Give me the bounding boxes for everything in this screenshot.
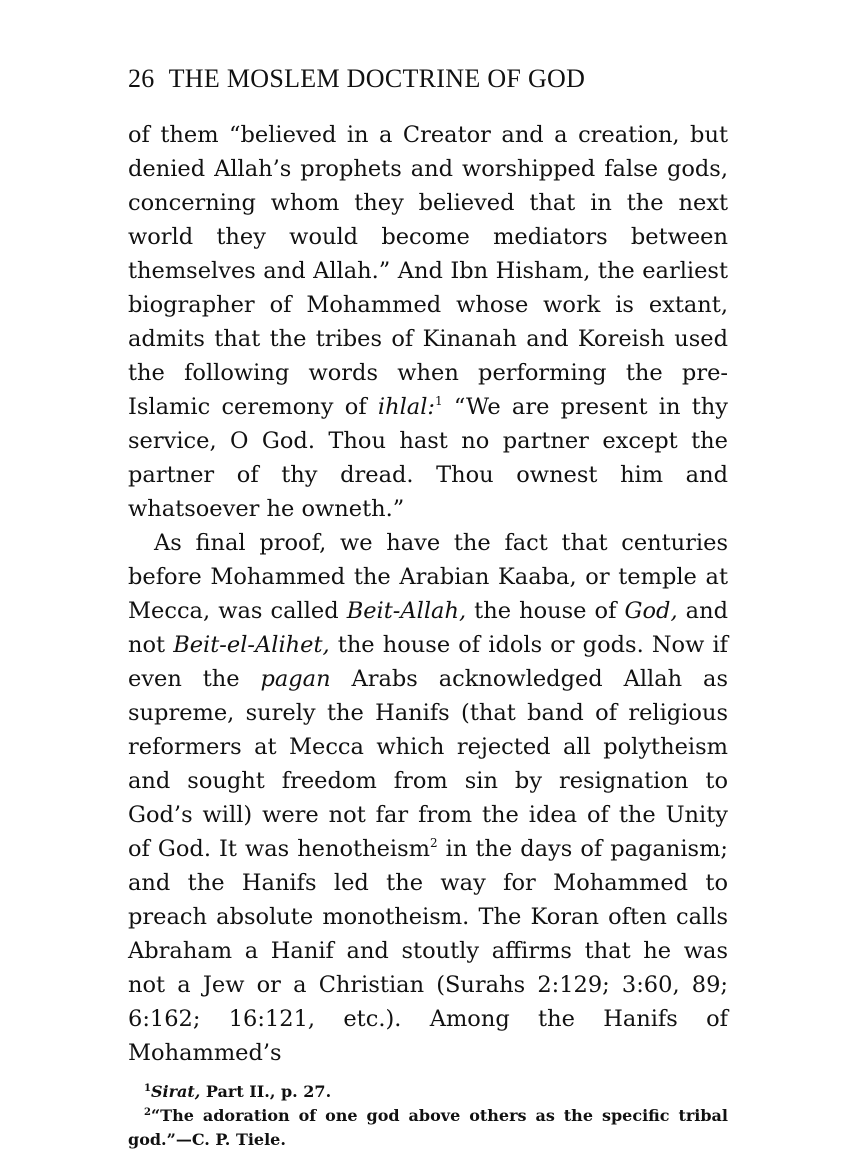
footnote-ref-2: 2 xyxy=(429,836,438,850)
book-page xyxy=(128,62,728,1152)
term-pagan: pagan xyxy=(260,666,331,692)
footnote-ref-1: 1 xyxy=(435,394,443,408)
running-head xyxy=(128,62,728,96)
paragraph-2-text-c: and not xyxy=(128,598,728,658)
paragraph-2-text-b: the house of xyxy=(466,598,625,624)
term-god: God, xyxy=(624,598,678,624)
term-ihlal: ihlal: xyxy=(377,394,435,420)
page-number: 26 xyxy=(128,64,155,93)
footnote-1-source: Sirat, xyxy=(150,1082,201,1101)
running-title: THE MOSLEM DOCTRINE OF GOD xyxy=(168,64,586,93)
paragraph-2-text-e: Arabs acknowledged Allah as supreme, surely the Hanifs (that band of religious reformers at Mecca which rejected all polytheism and sought freedom from sin by resignation to God’s will) were not far from the idea of the Unity of God. It was henotheism xyxy=(128,666,728,862)
footnote-1 xyxy=(128,1080,728,1104)
paragraph-1 xyxy=(128,118,728,526)
term-beit-allah: Beit-Allah, xyxy=(346,598,467,624)
footnotes xyxy=(128,1080,728,1152)
footnote-1-text: Part II., p. 27. xyxy=(200,1082,332,1101)
footnote-2 xyxy=(128,1104,728,1152)
paragraph-2-text-f: in the days of paganism; and the Hanifs led the way for Mohammed to preach absolute monotheism. The Koran often calls Abraham a Hanif and stoutly affirms that he was not a Jew or a Christian (Surahs 2:129; 3:60, 89; 6:162; 16:121, etc.). Among the Hanifs of Mohammed’s xyxy=(128,836,728,1066)
footnote-2-text: “The adoration of one god above others as the specific tribal god.”—C. P. Tiele. xyxy=(128,1106,728,1149)
term-beit-el-alihet: Beit-el-Alihet, xyxy=(173,632,330,658)
body-text xyxy=(128,118,728,1070)
paragraph-2 xyxy=(128,526,728,1070)
paragraph-1-text-a: of them “believed in a Creator and a creation, but denied Allah’s prophets and worshipped false gods, concerning whom they believed that in the next world they would become mediators between themselves and Allah.” And Ibn Hisham, the earliest biographer of Mohammed whose work is extant, admits that the tribes of Kinanah and Koreish used the following words when performing the pre-Islamic ceremony of xyxy=(128,122,728,420)
paragraph-2-text-a: As final proof, we have the fact that centuries before Mohammed the Arabian Kaaba, or temple at Mecca, was called xyxy=(128,530,728,624)
paragraph-2-text-d: the house of idols or gods. Now if even the xyxy=(128,632,728,692)
footnote-1-marker: 1 xyxy=(144,1083,151,1094)
paragraph-1-text-b: “We are present in thy service, O God. Thou hast no partner except the partner of thy dread. Thou ownest him and whatsoever he owneth.” xyxy=(128,394,728,522)
footnote-2-marker: 2 xyxy=(144,1107,151,1118)
